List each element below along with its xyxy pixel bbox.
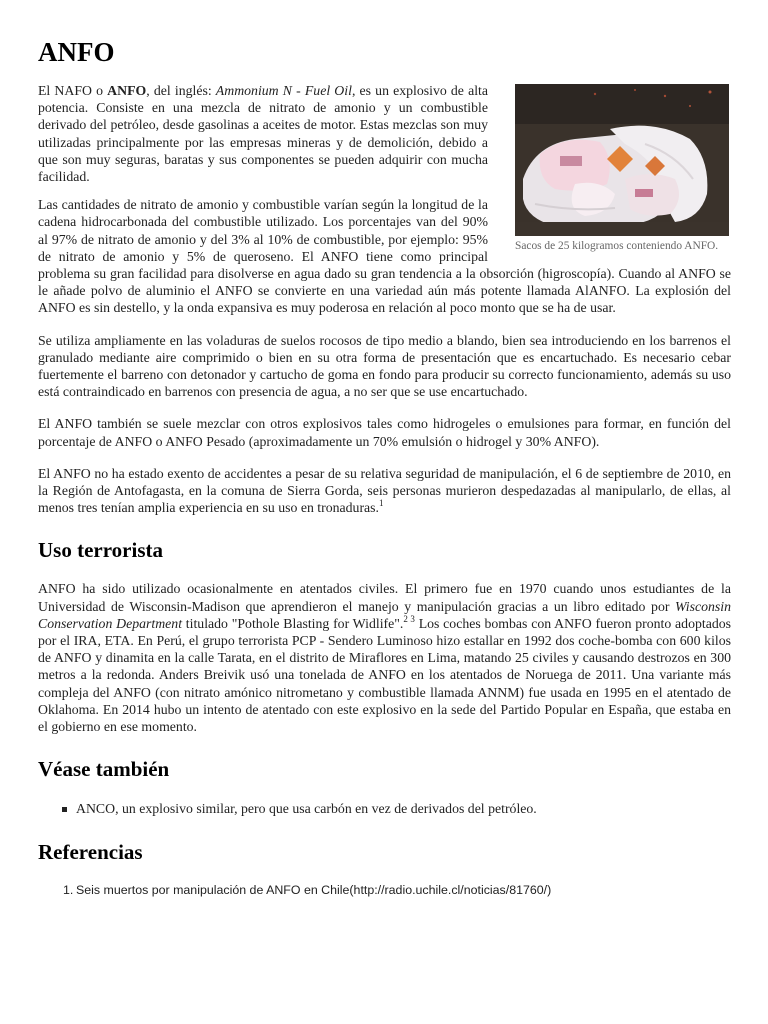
- intro-paragraph-5: El ANFO no ha estado exento de accidentes a pesar de su relativa seguridad de manipulación, el 6 de septiembre de 2010, en la Región de Antofagasta, en la comuna de Sierra Gorda, seis personas murieron despedazadas al manipularlo, de ellas, al menos tres tenían amplia experiencia en su uso en tronaduras.$^1$: [38, 465, 731, 516]
- figure-image[interactable]: [515, 84, 729, 236]
- figure-caption: Sacos de 25 kilogramos conteniendo ANFO.: [515, 240, 719, 252]
- intro-paragraph-4: El ANFO también se suele mezclar con otros explosivos tales como hidrogeles o emulsiones para formar, en función del porcentaje de ANFO o ANFO Pesado (aproximadamente un 70% emulsión o hidrogel y 30% ANFO).: [38, 416, 731, 449]
- reference-url[interactable]: (http://radio.uchile.cl/noticias/81760/): [349, 882, 552, 897]
- page-title: ANFO: [38, 37, 115, 67]
- intro-paragraph-2: Las cantidades de nitrato de amonio y combustible varían según la longitud de la cadena hidrocarbonada del combustible utilizado. Los porcentajes van del 90% al 97% de nitrato de amonio y del 3% al 10% de combustible, por ejemplo: 95% de nitrato de amonio y 5% de queroseno. El ANFO tiene como principal problema su gran facilidad para disolverse en agua dado su gran tendencia a la obsorción (higroscopía). Cuando al ANFO se le añade polvo de aluminio el ANFO se convierte en una variedad aún más potente llamada AlANFO. La explosión del ANFO es sin destello, y la onda expansiva es muy poderosa en relación al poco monto que se ha de usar.: [38, 197, 731, 316]
- section-heading-referencias: Referencias: [38, 839, 143, 864]
- anfo-bags-photo: [515, 84, 729, 236]
- references-list: [38, 882, 731, 898]
- reference-link-1[interactable]: 1: [378, 498, 384, 509]
- uso-terrorista-paragraph: ANFO ha sido utilizado ocasionalmente en atentados civiles. El primero fue en 1970 cuando unos estudiantes de la Universidad de Wisconsin-Madison que aprendieron el manejo y manipulación gracias a un libro editado por Wisconsin Conservation Department titulado "Pothole Blasting for Widlife".$^{2 3}$ Los coches bombas con ANFO fueron pronto adoptados por el IRA, ETA. En Perú, el grupo terrorista PCP - Sendero Luminoso hizo estallar en 1992 dos coche-bomba con 600 kilos de ANFO y dinamita en la calle Tarata, en el distrito de Miraflores en Lima, matando 25 civiles y causando destrozos en 300 metros a la redonda. Anders Breivik usó una tonelada de ANFO en los atentados de Noruega de 2011. Una variante más compleja del ANFO (con nitrato amónico nitrometano y combustible llamada ANNM) fue usada en 1995 en el atentado de Oklahoma. En 2014 hubo un intento de atentado con este explosivo en la sede del Partido Popular en España, que estaba en el gobierno en ese momento.: [38, 581, 731, 735]
- intro-paragraph-1: El NAFO o ANFO, del inglés: Ammonium N - Fuel Oil, es un explosivo de alta potencia. Consiste en una mezcla de nitrato de amonio y un combustible derivado del petróleo, desde gasolinas a aceites de motor. Estas mezclas son muy utilizadas principalmente por las empresas mineras y de demolición, debido a que son muy seguras, baratas y sus componentes se pueden adquirir con mucha facilidad.: [38, 83, 488, 185]
- section-heading-vease-tambien: Véase también: [38, 757, 170, 782]
- reference-links-2-3[interactable]: 2 3: [403, 613, 415, 624]
- see-also-item-anco[interactable]: ANCO, un explosivo similar, pero que usa carbón en vez de derivados del petróleo.: [76, 800, 731, 817]
- see-also-list: [38, 800, 731, 817]
- reference-item-1[interactable]: 1. Seis muertos por manipulación de ANFO en Chile(http://radio.uchile.cl/noticias/81760/): [63, 882, 552, 897]
- intro-paragraph-3: Se utiliza ampliamente en las voladuras de suelos rocosos de tipo medio a blando, bien sea introduciendo en los barrenos el granulado mediante aire comprimido o bien en su otra forma de presentación que es encartuchado. Es necesario cebar fuertemente el barreno con detonador y cartucho de goma en fondo para producir su correcto funcionamiento, además su uso está contraindicado en barrenos con presencia de agua, a no ser que se use encartuchado.: [38, 332, 731, 400]
- figure: [515, 84, 729, 255]
- section-heading-uso-terrorista: Uso terrorista: [38, 538, 163, 563]
